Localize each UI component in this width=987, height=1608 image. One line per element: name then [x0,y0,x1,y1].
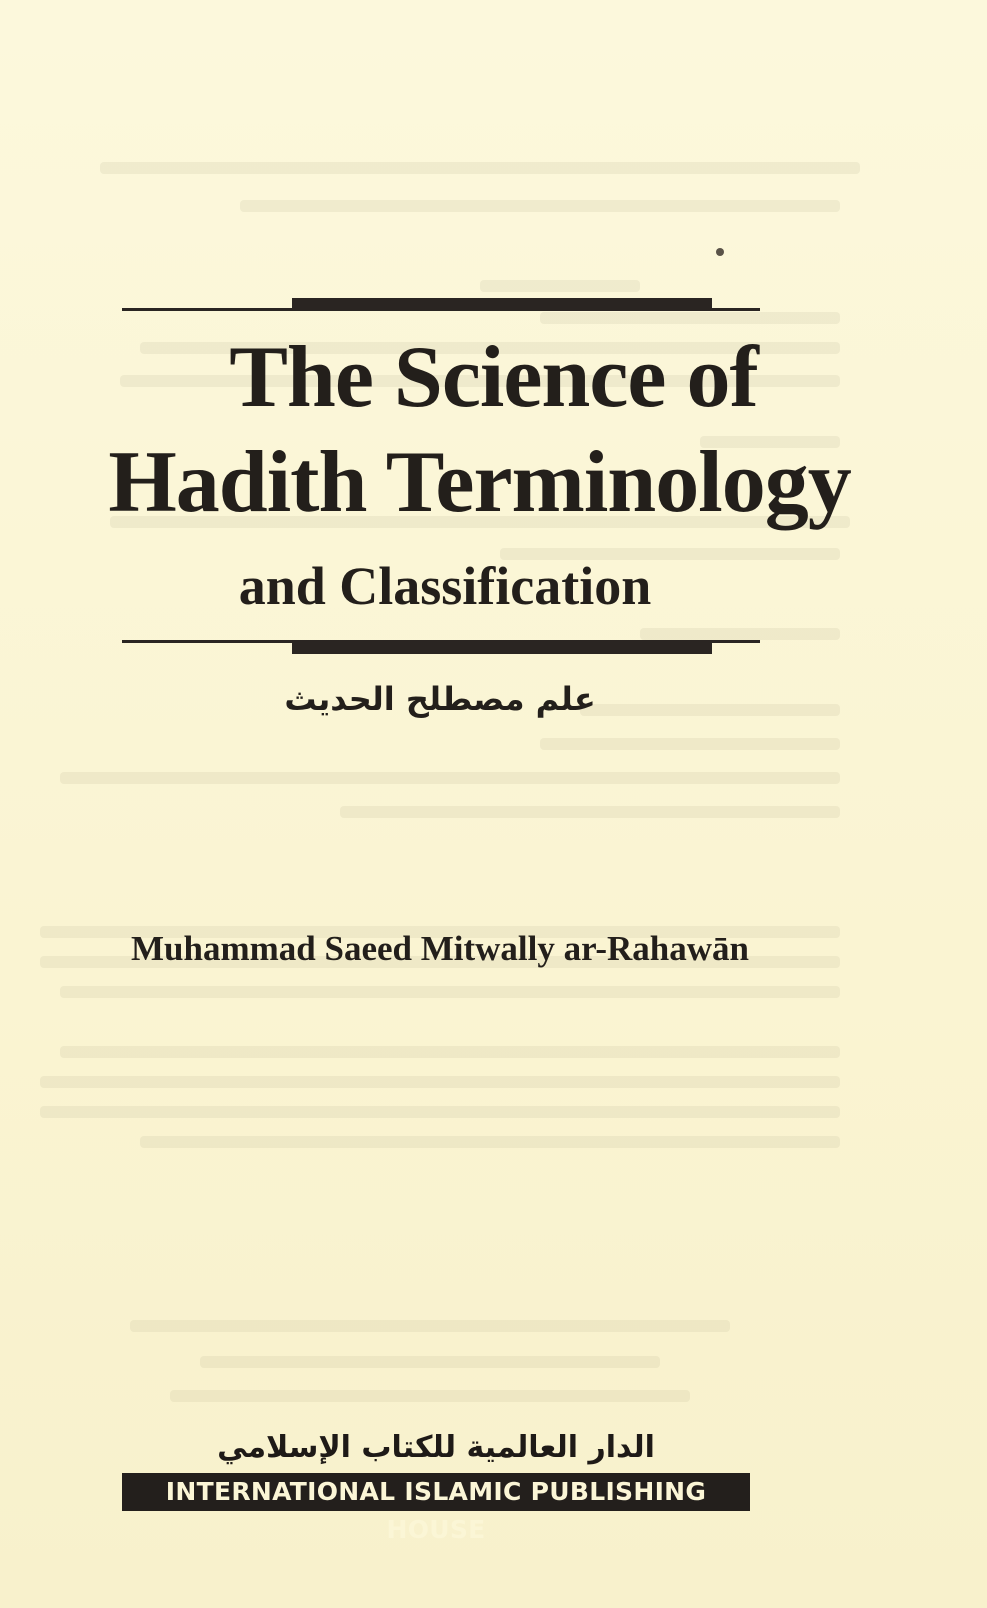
title-line-2: Hadith Terminology [108,434,851,531]
speck [716,248,724,256]
subtitle: and Classification [238,556,652,616]
bottom-rule-thick-bar [292,642,712,654]
bottom-rule [122,640,760,656]
author-name: Muhammad Saeed Mitwally ar-Rahawān [130,929,749,968]
publisher-english-name: INTERNATIONAL ISLAMIC PUBLISHING HOUSE [122,1473,750,1511]
publisher-logo [122,1428,750,1544]
top-rule-thin-line [122,308,760,311]
publisher-arabic-name: الدار العالمية للكتاب الإسلامي [217,1430,655,1465]
top-rule [122,298,760,314]
title-line-1: The Science of [229,329,758,426]
arabic-title: علم مصطلح الحديث [284,680,596,718]
